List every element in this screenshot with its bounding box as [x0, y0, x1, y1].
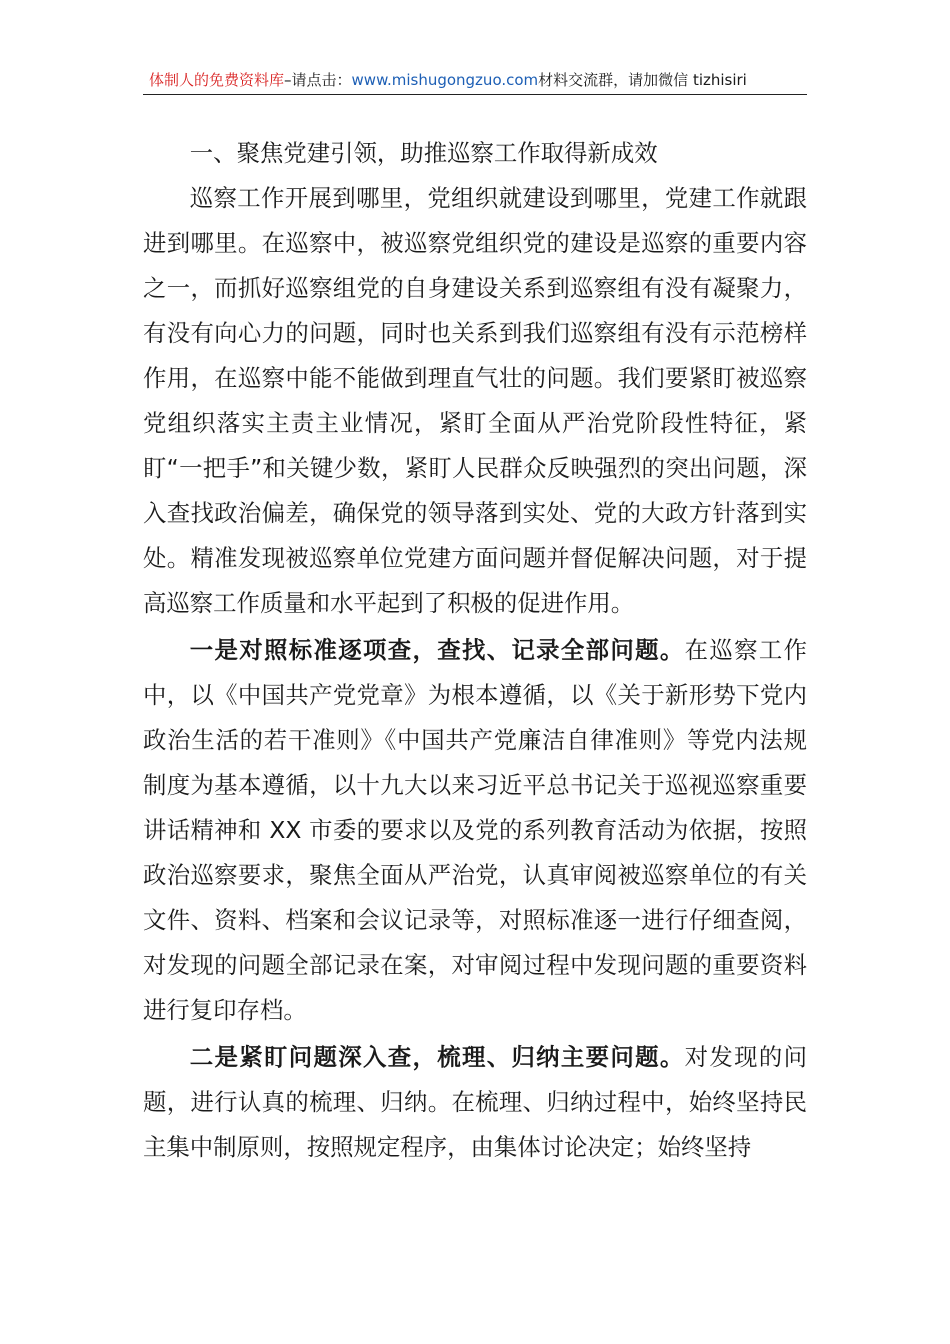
paragraph-2 [143, 628, 807, 1033]
header-site-name: 体制人的免费资料库 [149, 71, 285, 89]
paragraph-3-body: 对发现的问题，进行认真的梳理、归纳。在梳理、归纳过程中，始终坚持民主集中制原则，按照规定程序，由集体讨论决定；始终坚持 [143, 1043, 807, 1161]
section-heading: 一、聚焦党建引领，助推巡察工作取得新成效 [189, 139, 658, 167]
page-header-banner [143, 68, 807, 95]
header-url-link[interactable]: www.mishugongzuo.com [351, 71, 539, 89]
paragraph-3-lead: 二是紧盯问题深入查，梳理、归纳主要问题。 [189, 1043, 685, 1071]
paragraph-1: 巡察工作开展到哪里，党组织就建设到哪里，党建工作就跟进到哪里。在巡察中，被巡察党组织党的建设是巡察的重要内容之一，而抓好巡察组党的自身建设关系到巡察组有没有凝聚力，有没有向心力的问题，同时也关系到我们巡察组有没有示范榜样作用，在巡察中能不能做到理直气壮的问题。我们要紧盯被巡察党组织落实主责主业情况，紧盯全面从严治党阶段性特征，紧盯“一把手”和关键少数，紧盯人民群众反映强烈的突出问题，深入查找政治偏差，确保党的领导落到实处、党的大政方针落到实处。精准发现被巡察单位党建方面问题并督促解决问题，对于提高巡察工作质量和水平起到了积极的促进作用。 [143, 184, 807, 617]
header-prompt: –请点击： [284, 71, 352, 89]
paragraph-3 [143, 1035, 807, 1170]
document-body [143, 131, 807, 1170]
paragraph-2-body: 在巡察工作中，以《中国共产党党章》为根本遵循，以《关于新形势下党内政治生活的若干准则》《中国共产党廉洁自律准则》等党内法规制度为基本遵循，以十九大以来习近平总书记关于巡视巡察重要讲话精神和 XX 市委的要求以及党的系列教育活动为依据，按照政治巡察要求，聚焦全面从严治党，认真审阅被巡察单位的有关文件、资料、档案和会议记录等，对照标准逐一进行仔细查阅，对发现的问题全部记录在案，对审阅过程中发现问题的重要资料进行复印存档。 [143, 636, 807, 1024]
paragraph-2-lead: 一是对照标准逐项查，查找、记录全部问题。 [189, 636, 685, 664]
header-contact-note: 材料交流群，请加微信 tizhisiri [538, 71, 747, 89]
